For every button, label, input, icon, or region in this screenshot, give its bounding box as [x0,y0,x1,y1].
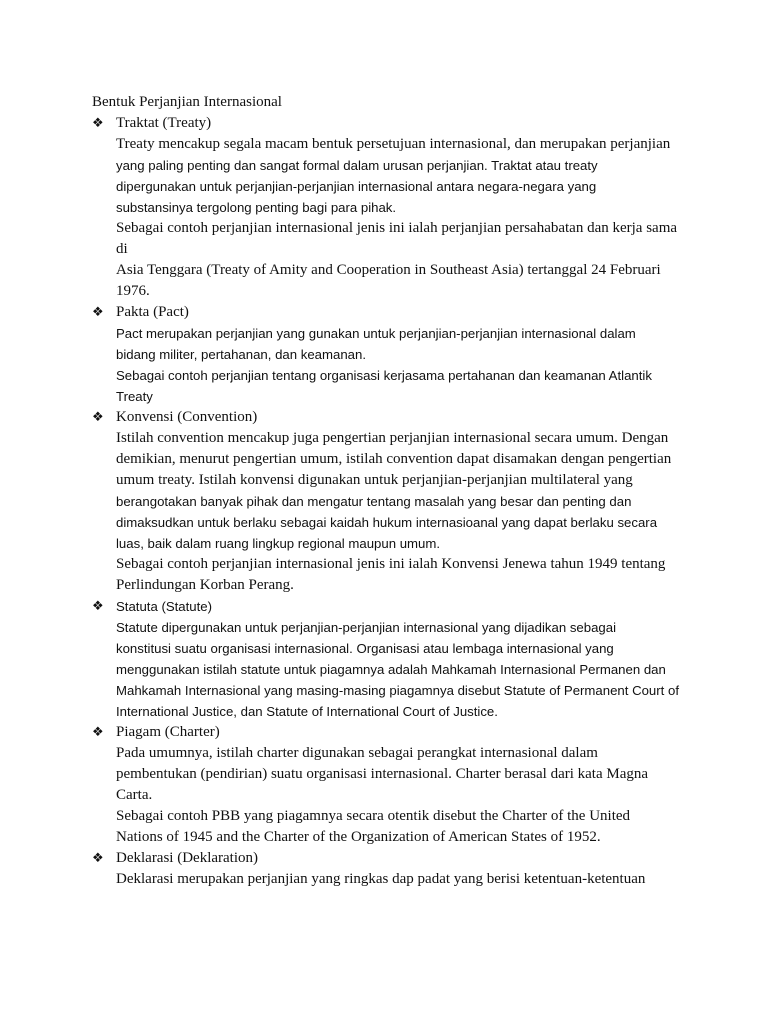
body-line: konstitusi suatu organisasi internasional. Organisasi atau lembaga internasional yang [116,641,614,656]
body-line: Istilah convention mencakup juga pengertian perjanjian internasional secara umum. Dengan [116,430,669,446]
body-line: dimaksudkan untuk berlaku sebagai kaidah hukum internasioanal yang dapat berlaku secara [116,515,658,530]
body-line: Carta. [116,787,153,803]
section-heading: Statuta (Statute) [116,599,213,614]
body-line: substansinya tergolong penting bagi para pihak. [116,200,397,215]
body-line: Sebagai contoh perjanjian internasional jenis ini ialah perjanjian persahabatan dan kerja sama [116,220,678,236]
body-line: menggunakan istilah statute untuk piagamnya adalah Mahkamah Internasional Permanen dan [116,662,666,677]
body-line: di [116,241,128,257]
body-line: Statute dipergunakan untuk perjanjian-perjanjian internasional yang dijadikan sebagai [116,620,617,635]
diamond-bullet-icon: ❖ [92,116,104,131]
section-heading: Deklarasi (Deklaration) [116,850,259,866]
body-line: Sebagai contoh perjanjian tentang organisasi kerjasama pertahanan dan keamanan Atlantik [116,368,652,383]
body-line: Deklarasi merupakan perjanjian yang ringkas dap padat yang berisi ketentuan-ketentuan [116,871,646,887]
diamond-bullet-icon: ❖ [92,305,104,320]
body-line: pembentukan (pendirian) suatu organisasi internasional. Charter berasal dari kata Magna [116,766,649,782]
diamond-bullet-icon: ❖ [92,851,104,866]
body-line: berangotakan banyak pihak dan mengatur tentang masalah yang besar dan penting dan [116,494,632,509]
body-line: Pada umumnya, istilah charter digunakan sebagai perangkat internasional dalam [116,745,598,761]
body-line: demikian, menurut pengertian umum, istilah convention dapat disamakan dengan pengertian [116,451,672,467]
body-line: yang paling penting dan sangat formal dalam urusan perjanjian. Traktat atau treaty [116,158,598,173]
body-line: Perlindungan Korban Perang. [116,577,294,593]
body-line: International Justice, dan Statute of International Court of Justice. [116,704,498,719]
diamond-bullet-icon: ❖ [92,725,104,740]
body-line: Nations of 1945 and the Charter of the Organization of American States of 1952. [116,829,601,845]
diamond-bullet-icon: ❖ [92,410,104,425]
body-line: luas, baik dalam ruang lingkup regional maupun umum. [116,536,441,551]
body-line: Sebagai contoh PBB yang piagamnya secara otentik disebut the Charter of the United [116,808,631,824]
body-line: 1976. [116,283,150,299]
body-line: Treaty mencakup segala macam bentuk persetujuan internasional, dan merupakan perjanjian [116,136,671,152]
document-title: Bentuk Perjanjian Internasional [92,94,282,110]
section-heading: Traktat (Treaty) [116,115,212,131]
body-line: Asia Tenggara (Treaty of Amity and Cooperation in Southeast Asia) tertanggal 24 Februari [116,262,661,278]
section-heading: Piagam (Charter) [116,724,220,740]
body-line: umum treaty. Istilah konvensi digunakan untuk perjanjian-perjanjian multilateral yang [116,472,633,488]
body-line: Mahkamah Internasional yang masing-masing piagamnya disebut Statute of Permanent Court of [116,683,679,698]
section-heading: Pakta (Pact) [116,304,189,320]
diamond-bullet-icon: ❖ [92,599,104,614]
body-line: Treaty [116,389,153,404]
section-heading: Konvensi (Convention) [116,409,258,425]
body-line: bidang militer, pertahanan, dan keamanan. [116,347,367,362]
body-line: dipergunakan untuk perjanjian-perjanjian internasional antara negara-negara yang [116,179,597,194]
body-line: Pact merupakan perjanjian yang gunakan untuk perjanjian-perjanjian internasional dalam [116,326,636,341]
body-line: Sebagai contoh perjanjian internasional jenis ini ialah Konvensi Jenewa tahun 1949 tentang [116,556,666,572]
